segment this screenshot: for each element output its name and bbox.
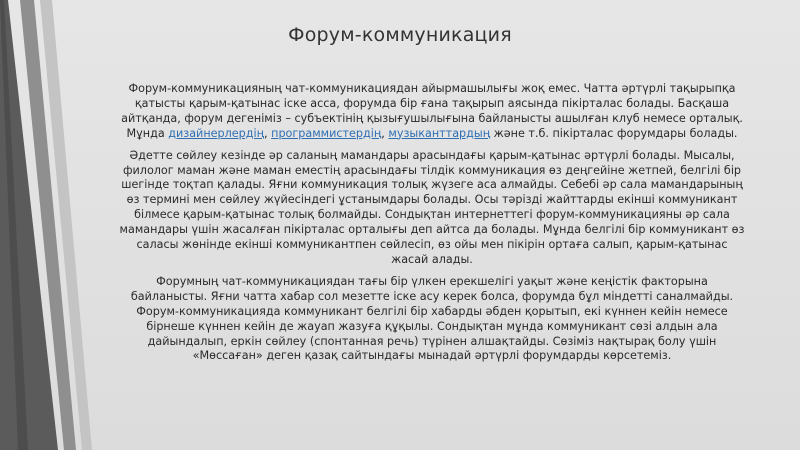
paragraph-2: Әдетте сөйлеу кезінде әр саланың мамандары арасындағы қарым-қатынас әртүрлі болады. Мысалы, филолог маман және маман еместің арасындағы тілдік коммуникация өз деңгейіне жетпей, белгілі бір шегінде тоқтап қалады. Яғни коммуникация толық жүзеге аса алмайды. Себебі әр сала мамандарының өз термині мен сөйлеу жүйесіндегі ұстанымдары болады. Осы тәрізді жайттарды екінші коммуникант білмесе қарым-қатынас толық болмайды. Сондықтан интернеттегі форум-коммуникацияны әр сала мамандары үшін жасалған пікірталас орталығы деп айтса да болады. Мұнда белгілі бір коммуникант өз саласы жөнінде екінші коммуникантпен сөйлесіп, өз ойы мен пікірін ортаға салып, қарым-қатынас жасай алады. <box>119 148 745 266</box>
separator: , <box>381 126 389 140</box>
paragraph-1-tail: және т.б. пікірталас форумдары болады. <box>490 126 738 140</box>
slide-title: Форум-коммуникация <box>288 24 512 46</box>
link-designers[interactable]: дизайнерлердің <box>168 126 264 140</box>
paragraph-1 <box>118 82 746 142</box>
separator: , <box>264 126 272 140</box>
link-musicians[interactable]: музыканттардың <box>388 126 491 140</box>
decorative-stripes <box>0 0 120 450</box>
slide-body <box>118 82 746 371</box>
paragraph-1-text: Форум-коммуникацияның чат-коммуникациядан айырмашылығы жоқ емес. Чатта әртүрлі тақырыпқа қатысты қарым-қатынас іске асса, форумда бір ғана тақырып аясында пікірталас болады. Басқаша айтқанда, форум дегеніміз – субъектінің қызығушылығына байланысты ашылған клуб немесе орталық. Мұнда <box>121 82 743 140</box>
paragraph-3: Форумның чат-коммуникациядан тағы бір үлкен ерекшелігі уақыт және кеңістік факторына байланысты. Яғни чатта хабар сол мезетте іске асу керек болса, форумда бұл міндетті саналмайды. Форум-коммуникацияда коммуникант белгілі бір хабарды әбден қорытып, екі күннен кейін немесе бірнеше күннен кейін де жауап жазуға құқылы. Сондықтан мұнда коммуникант сөзі алдын ала дайындалып, еркін сөйлеу (спонтанная речь) түрінен алшақтайды. Сөзіміз нақтырақ болу үшін «Мөссаған» деген қазақ сайтындағы мынадай әртүрлі форумдарды көрсетеміз. <box>130 274 734 363</box>
link-programmers[interactable]: программистердің <box>271 126 382 140</box>
